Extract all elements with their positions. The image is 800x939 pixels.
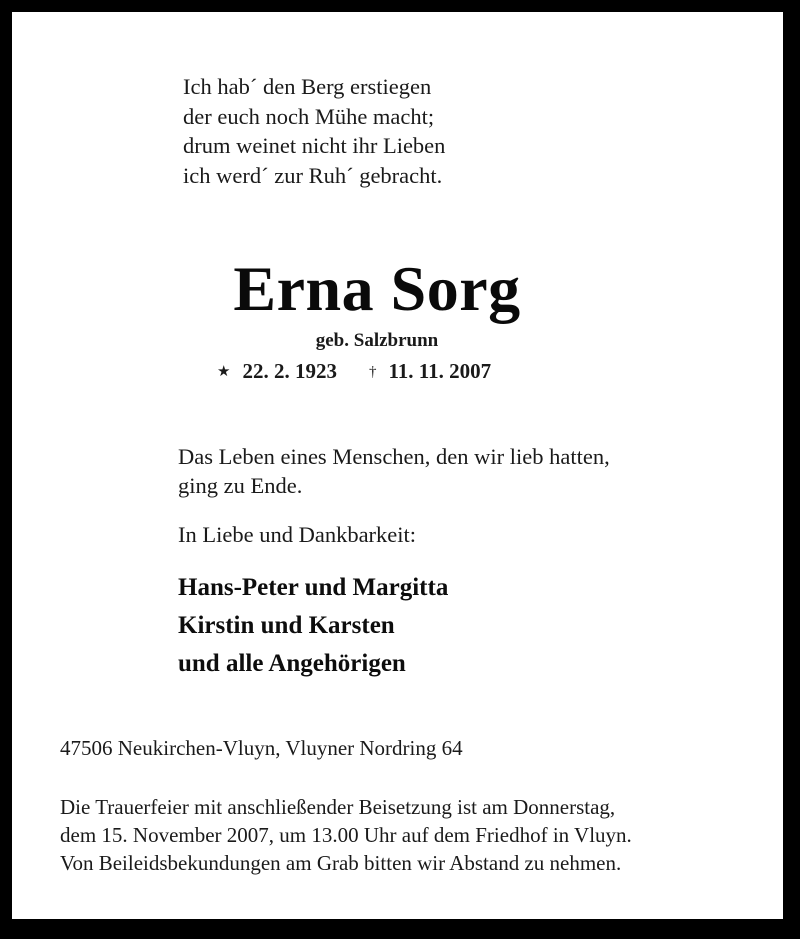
- obituary-notice: [12, 12, 783, 919]
- text-line: Die Trauerfeier mit anschließender Beisetzung ist am Donnerstag,: [60, 795, 616, 819]
- poem-line: der euch noch Mühe macht;: [183, 103, 435, 129]
- poem-verse: [183, 72, 445, 190]
- cross-icon: †: [368, 364, 377, 380]
- mourner-line: Hans-Peter und Margitta: [178, 574, 449, 601]
- thanks-line: In Liebe und Dankbarkeit:: [178, 522, 417, 547]
- mourner-line: und alle Angehörigen: [178, 650, 406, 677]
- birth-name: geb. Salzbrunn: [315, 330, 439, 351]
- life-statement: [178, 442, 610, 500]
- text-line: ging zu Ende.: [178, 473, 303, 498]
- life-dates: [217, 357, 491, 386]
- poem-line: drum weinet nicht ihr Lieben: [183, 133, 446, 158]
- birth-date: 22. 2. 1923: [242, 359, 337, 383]
- funeral-service-info: [60, 793, 632, 877]
- text-line: Das Leben eines Menschen, den wir lieb hatten,: [178, 444, 610, 469]
- address: 47506 Neukirchen-Vluyn, Vluyner Nordring 64: [60, 736, 463, 760]
- poem-line: Ich hab´ den Berg erstiegen: [183, 74, 432, 99]
- text-line: dem 15. November 2007, um 13.00 Uhr auf dem Friedhof in Vluyn.: [60, 823, 632, 847]
- mourner-line: Kirstin und Karsten: [178, 612, 395, 639]
- mourners-list: [178, 569, 448, 683]
- star-icon: ★: [217, 364, 231, 380]
- text-line: Von Beileidsbekundungen am Grab bitten wir Abstand zu nehmen.: [60, 851, 622, 875]
- poem-line: ich werd´ zur Ruh´ gebracht.: [183, 162, 443, 188]
- death-date: 11. 11. 2007: [388, 359, 492, 383]
- deceased-name: Erna Sorg: [233, 253, 521, 324]
